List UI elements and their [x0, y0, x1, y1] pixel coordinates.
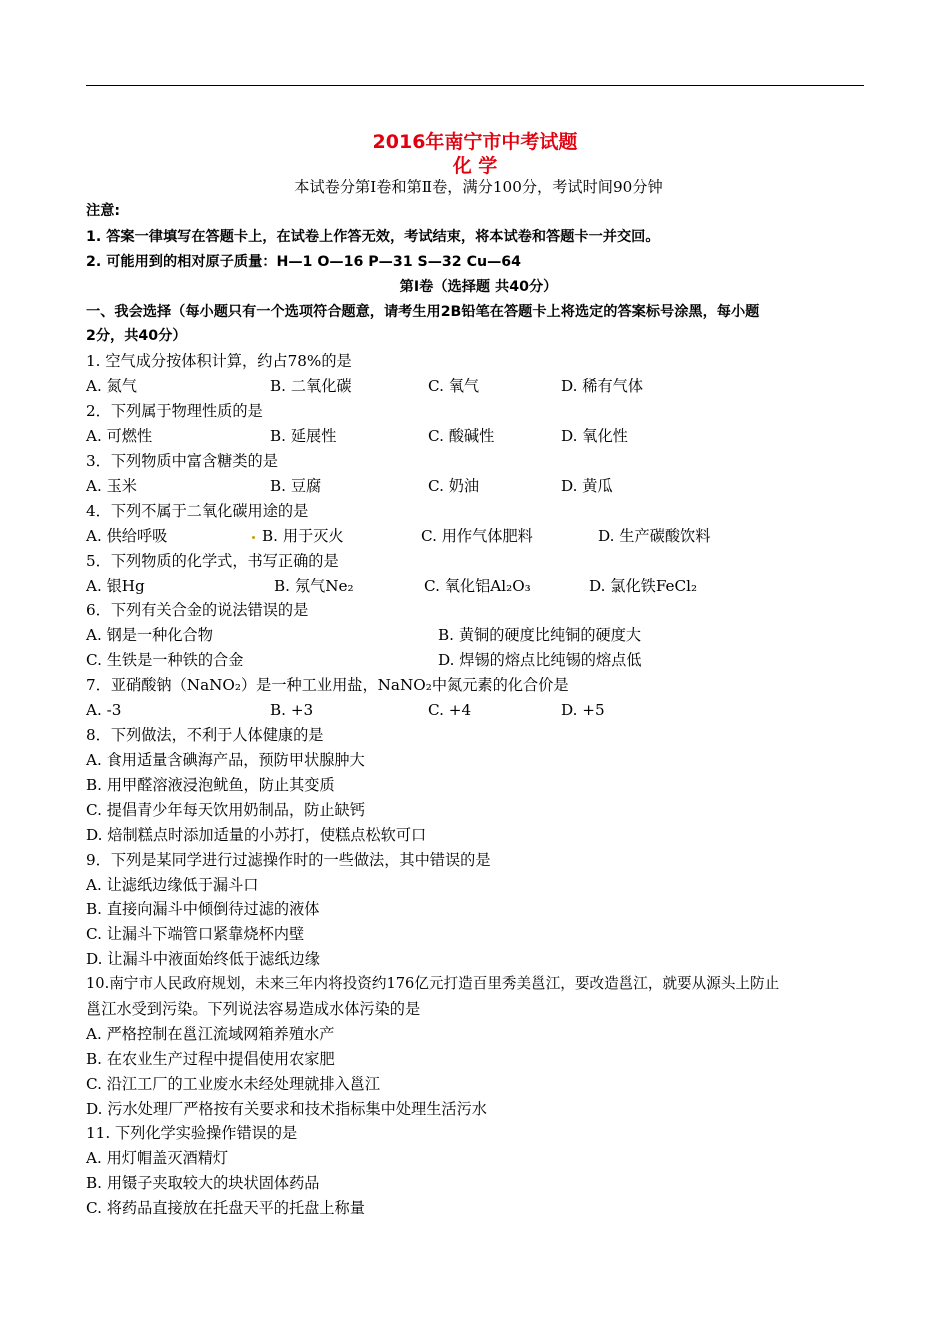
- question-4-stem: 4．下列不属于二氧化碳用途的是: [86, 502, 309, 520]
- option-c: C. +4: [428, 701, 472, 719]
- question-10-option-d: D. 污水处理厂严格按有关要求和技术指标集中处理生活污水: [86, 1100, 487, 1118]
- notice-item-2: 2. 可能用到的相对原子质量：H—1 O—16 P—31 S—32 Cu—64: [86, 254, 522, 270]
- question-9-option-b: B. 直接向漏斗中倾倒待过滤的液体: [86, 900, 320, 918]
- header-rule: [86, 85, 864, 86]
- option-d: D. 氧化性: [561, 427, 628, 445]
- question-1-options: [86, 376, 871, 396]
- option-c: C. 氧化铝Al₂O₃: [424, 577, 531, 595]
- question-11-option-a: A. 用灯帽盖灭酒精灯: [86, 1149, 229, 1167]
- option-a: A. -3: [86, 701, 122, 719]
- option-d: D. 焊锡的熔点比纯锡的熔点低: [438, 651, 642, 669]
- question-7-stem: 7．亚硝酸钠（NaNO₂）是一种工业用盐，NaNO₂中氮元素的化合价是: [86, 676, 569, 694]
- question-8-option-d: D. 焙制糕点时添加适量的小苏打，使糕点松软可口: [86, 826, 427, 844]
- question-10-option-b: B. 在农业生产过程中提倡使用农家肥: [86, 1050, 335, 1068]
- question-10-option-a: A. 严格控制在邕江流域网箱养殖水产: [86, 1025, 335, 1043]
- option-a: A. 玉米: [86, 477, 137, 495]
- question-3-options: [86, 476, 871, 496]
- option-b: B. 氖气Ne₂: [274, 577, 354, 595]
- question-10-stem-1: 10.南宁市人民政府规划，未来三年内将投资约176亿元打造百里秀美邕江，要改造邕江，就要从源头上防止: [86, 975, 780, 992]
- question-6-options-row2: [86, 650, 871, 670]
- notice-item-1: 1. 答案一律填写在答题卡上，在试卷上作答无效，考试结束，将本试卷和答题卡一并交回。: [86, 229, 660, 245]
- question-1-stem: 1. 空气成分按体积计算，约占78%的是: [86, 352, 352, 370]
- question-8-option-b: B. 用甲醛溶液浸泡鱿鱼，防止其变质: [86, 776, 335, 794]
- question-2-options: [86, 426, 871, 446]
- question-4-options: [86, 526, 871, 546]
- question-8-stem: 8．下列做法，不利于人体健康的是: [86, 726, 324, 744]
- option-b: B. +3: [270, 701, 314, 719]
- question-9-option-a: A. 让滤纸边缘低于漏斗口: [86, 876, 259, 894]
- option-a: A. 钢是一种化合物: [86, 626, 213, 644]
- section-instruction-1: 一、我会选择（每小题只有一个选项符合题意，请考生用2B铅笔在答题卡上将选定的答案标号涂黑，每小题: [86, 304, 760, 320]
- section-instruction-2: 2分，共40分）: [86, 328, 187, 344]
- option-b: B. 用于灭火: [262, 527, 344, 545]
- question-11-option-c: C. 将药品直接放在托盘天平的托盘上称量: [86, 1199, 365, 1217]
- section-title: 第Ⅰ卷（选择题 共40分）: [399, 279, 558, 295]
- question-6-stem: 6．下列有关合金的说法错误的是: [86, 601, 309, 619]
- question-8-option-a: A. 食用适量含碘海产品，预防甲状腺肿大: [86, 751, 365, 769]
- option-c: C. 奶油: [428, 477, 480, 495]
- option-b: B. 黄铜的硬度比纯铜的硬度大: [438, 626, 642, 644]
- option-b: B. 延展性: [270, 427, 337, 445]
- exam-title: 2016年南宁市中考试题: [372, 131, 578, 153]
- option-c: C. 生铁是一种铁的合金: [86, 651, 244, 669]
- question-5-stem: 5．下列物质的化学式，书写正确的是: [86, 552, 339, 570]
- option-c: C. 酸碱性: [428, 427, 495, 445]
- option-a: A. 可燃性: [86, 427, 153, 445]
- option-d: D. 黄瓜: [561, 477, 613, 495]
- option-c: C. 氧气: [428, 377, 480, 395]
- question-3-stem: 3．下列物质中富含糖类的是: [86, 452, 278, 470]
- option-c: C. 用作气体肥料: [421, 527, 533, 545]
- notice-heading: 注意:: [86, 203, 121, 219]
- question-5-options: [86, 576, 871, 596]
- exam-subtitle: 本试卷分第Ⅰ卷和第Ⅱ卷，满分100分，考试时间90分钟: [294, 178, 663, 196]
- subject-title: 化 学: [452, 155, 498, 177]
- question-10-stem-2: 邕江水受到污染。下列说法容易造成水体污染的是: [86, 1000, 421, 1018]
- question-11-stem: 11. 下列化学实验操作错误的是: [86, 1124, 298, 1142]
- question-11-option-b: B. 用镊子夹取较大的块状固体药品: [86, 1174, 320, 1192]
- option-d: D. 生产碳酸饮料: [598, 527, 711, 545]
- option-d: D. 稀有气体: [561, 377, 644, 395]
- option-a: A. 供给呼吸: [86, 527, 168, 545]
- option-a: A. 银Hg: [86, 577, 145, 595]
- option-d: D. 氯化铁FeCl₂: [589, 577, 698, 595]
- question-8-option-c: C. 提倡青少年每天饮用奶制品，防止缺钙: [86, 801, 365, 819]
- option-a: A. 氮气: [86, 377, 137, 395]
- option-d: D. +5: [561, 701, 605, 719]
- question-10-option-c: C. 沿江工厂的工业废水未经处理就排入邕江: [86, 1075, 381, 1093]
- question-9-option-d: D. 让漏斗中液面始终低于滤纸边缘: [86, 950, 320, 968]
- stray-mark: [252, 526, 262, 546]
- question-2-stem: 2．下列属于物理性质的是: [86, 402, 263, 420]
- question-9-stem: 9．下列是某同学进行过滤操作时的一些做法，其中错误的是: [86, 851, 491, 869]
- question-7-options: [86, 700, 871, 720]
- question-9-option-c: C. 让漏斗下端管口紧靠烧杯内壁: [86, 925, 305, 943]
- option-b: B. 豆腐: [270, 477, 322, 495]
- question-6-options-row1: [86, 625, 871, 645]
- option-b: B. 二氧化碳: [270, 377, 352, 395]
